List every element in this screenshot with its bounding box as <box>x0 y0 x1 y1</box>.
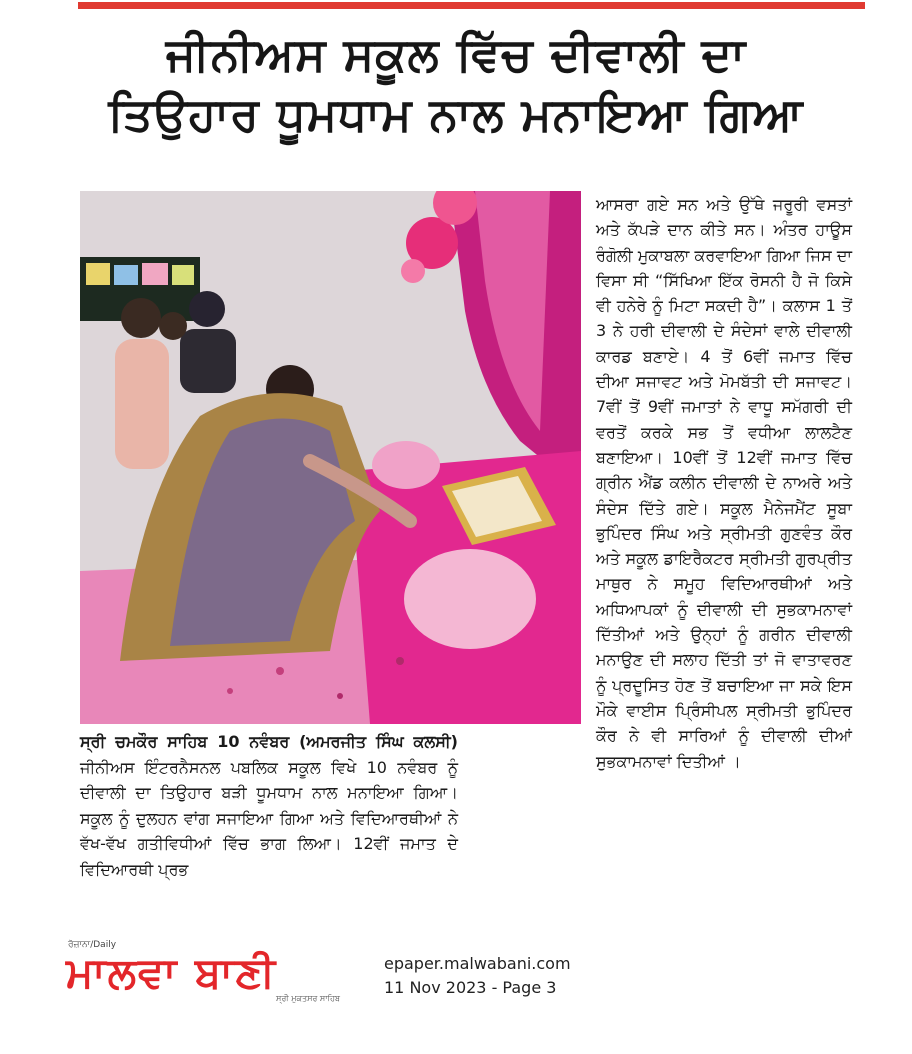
petal <box>276 667 284 675</box>
headline <box>60 24 852 144</box>
article-text-right: ਆਸਰਾ ਗਏ ਸਨ ਅਤੇ ਉੱਥੇ ਜਰੂਰੀ ਵਸਤਾਂ ਅਤੇ ਕੱਪੜੇ ਦਾਨ ਕੀਤੇ ਸਨ। ਅੰਤਰ ਹਾਊਸ ਰੰਗੋਲੀ ਮੁਕਾਬਲਾ ਕਰਵਾਇਆ ਗਿਆ ਜਿਸ ਦਾ ਵਿਸਾ ਸੀ “ਸਿੱਖਿਆ ਇੱਕ ਰੋਸਨੀ ਹੈ ਜੋ ਕਿਸੇ ਵੀ ਹਨੇਰੇ ਨੂੰ ਮਿਟਾ ਸਕਦੀ ਹੈ”। ਕਲਾਸ 1 ਤੋਂ 3 ਨੇ ਹਰੀ ਦੀਵਾਲੀ ਦੇ ਸੰਦੇਸਾਂ ਵਾਲੇ ਦੀਵਾਲੀ ਕਾਰਡ ਬਣਾਏ। 4 ਤੋਂ 6ਵੀਂ ਜਮਾਤ ਵਿੱਚ ਦੀਆ ਸਜਾਵਟ ਅਤੇ ਮੋਮਬੱਤੀ ਦੀ ਸਜਾਵਟ। 7ਵੀਂ ਤੋਂ 9ਵੀਂ ਜਮਾਤਾਂ ਨੇ ਵਾਧੂ ਸਮੱਗਰੀ ਦੀ ਵਰਤੋਂ ਕਰਕੇ ਸਭ ਤੋਂ ਵਧੀਆ ਲਾਲਟੈਣ ਬਣਾਇਆ। 10ਵੀਂ ਤੋਂ 12ਵੀਂ ਜਮਾਤ ਵਿੱਚ ਗ੍ਰੀਨ ਐਂਡ ਕਲੀਨ ਦੀਵਾਲੀ ਦੇ ਨਾਅਰੇ ਅਤੇ ਸੰਦੇਸ ਦਿੱਤੇ ਗਏ। ਸਕੂਲ ਮੈਨੇਜਮੈਂਟ ਸੂਬਾ ਭੁਪਿੰਦਰ ਸਿੰਘ ਅਤੇ ਸ੍ਰੀਮਤੀ ਗੁਣਵੰਤ ਕੌਰ ਅਤੇ ਸਕੂਲ ਡਾਇਰੈਕਟਰ ਸ੍ਰੀਮਤੀ ਗੁਰਪ੍ਰੀਤ ਮਾਥੁਰ ਨੇ ਸਮੂਹ ਵਿਦਿਆਰਥੀਆਂ ਅਤੇ ਅਧਿਆਪਕਾਂ ਨੂੰ ਦੀਵਾਲੀ ਦੀ ਸੁਭਕਾਮਨਾਵਾਂ ਦਿੱਤੀਆਂ ਅਤੇ ਉਨ੍ਹਾਂ ਨੂੰ ਗਰੀਨ ਦੀਵਾਲੀ ਮਨਾਉਣ ਦੀ ਸਲਾਹ ਦਿੱਤੀ ਤਾਂ ਜੋ ਵਾਤਾਵਰਣ ਨੂੰ ਪ੍ਰਦੂਸਿਤ ਹੋਣ ਤੋਂ ਬਚਾਇਆ ਜਾ ਸਕੇ ਇਸ ਮੌਕੇ ਵਾਈਸ ਪ੍ਰਿੰਸੀਪਲ ਸ੍ਰੀਮਤੀ ਭੁਪਿੰਦਰ ਕੌਰ ਨੇ ਵੀ ਸਾਰਿਆਂ ਨੂੰ ਦੀਵਾਲੀ ਦੀਆਂ ਸੁਭਕਾਮਨਾਵਾਂ ਦਿਤੀਆਂ । <box>596 195 852 771</box>
article-text-left <box>80 729 458 883</box>
notice-card <box>172 265 194 285</box>
dateline: ਸ੍ਰੀ ਚਮਕੌਰ ਸਾਹਿਬ 10 ਨਵੰਬਰ (ਅਮਰਜੀਤ ਸਿੰਘ ਕਲਸੀ) <box>80 732 458 751</box>
edition-info <box>384 952 571 1000</box>
student-head <box>159 312 187 340</box>
masthead-daily-label: ਰੋਜ਼ਾਨਾ/Daily <box>68 940 117 950</box>
headline-line-2: ਤਿਉਹਾਰ ਧੂਮਧਾਮ ਨਾਲ ਮਨਾਇਆ ਗਿਆ <box>108 87 804 141</box>
masthead-tagline: ਸ੍ਰੀ ਮੁਕਤਸਰ ਸਾਹਿਬ <box>276 994 341 1003</box>
balloon <box>372 441 440 489</box>
article-text-left-block <box>80 729 458 883</box>
newspaper-masthead <box>66 940 366 1003</box>
article-column-right <box>596 192 852 774</box>
notice-card <box>114 265 138 285</box>
diwali-celebration-illustration <box>80 191 581 724</box>
epaper-url: epaper.malwabani.com <box>384 954 571 973</box>
balloon <box>401 259 425 283</box>
student <box>180 329 236 393</box>
petal <box>396 657 404 665</box>
article-body-left: ਜੀਨੀਅਸ ਇੰਟਰਨੈਸਨਲ ਪਬਲਿਕ ਸਕੂਲ ਵਿਖੇ 10 ਨਵੰਬਰ ਨੂੰ ਦੀਵਾਲੀ ਦਾ ਤਿਉਹਾਰ ਬੜੀ ਧੂਮਧਾਮ ਨਾਲ ਮਨਾਇਆ ਗਿਆ। ਸਕੂਲ ਨੂੰ ਦੁਲਹਨ ਵਾਂਗ ਸਜਾਇਆ ਗਿਆ ਅਤੇ ਵਿਦਿਆਰਥੀਆਂ ਨੇ ਵੱਖ-ਵੱਖ ਗਤੀਵਿਧੀਆਂ ਵਿੱਚ ਭਾਗ ਲਿਆ। 12ਵੀਂ ਜਮਾਤ ਦੇ ਵਿਦਿਆਰਥੀ ਪ੍ਰਭ <box>80 757 458 879</box>
edition-date-page: 11 Nov 2023 - Page 3 <box>384 978 557 997</box>
person-head <box>121 298 161 338</box>
student-head <box>189 291 225 327</box>
notice-card <box>86 263 110 285</box>
balloon <box>404 549 536 649</box>
petal <box>227 688 233 694</box>
headline-line-1: ਜੀਨੀਅਸ ਸਕੂਲ ਵਿੱਚ ਦੀਵਾਲੀ ਦਾ <box>165 27 747 81</box>
masthead-logo: ਮਾਲਵਾ ਬਾਣੀ <box>66 948 278 997</box>
petal <box>337 693 343 699</box>
notice-card <box>142 263 168 285</box>
top-red-rule <box>78 2 865 9</box>
article-photo <box>80 191 581 724</box>
teacher-standing <box>115 339 169 469</box>
